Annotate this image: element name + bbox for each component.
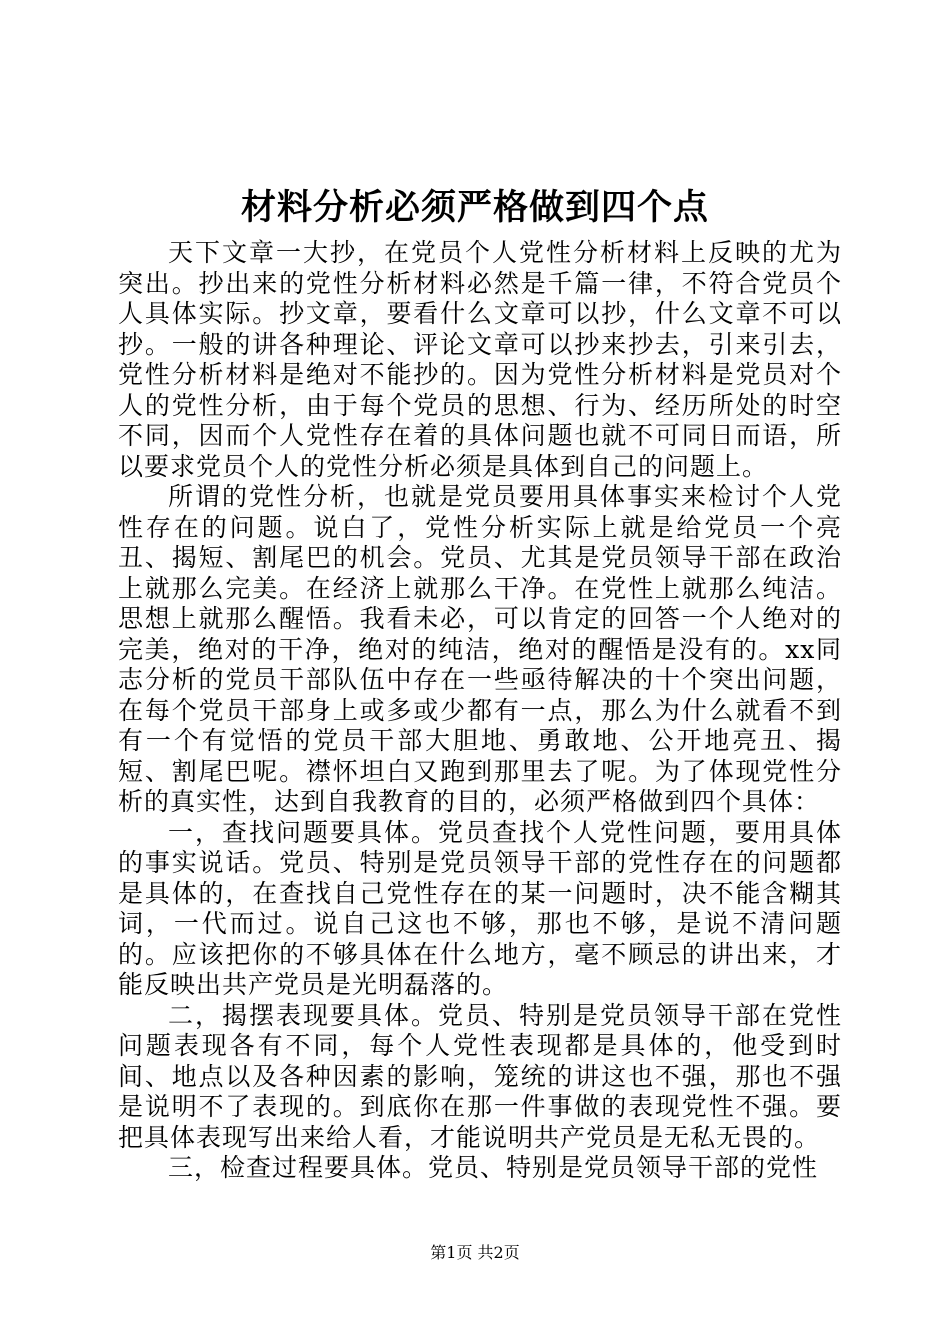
paragraph-1: 天下文章一大抄，在党员个人党性分析材料上反映的尤为突出。抄出来的党性分析材料必然是千篇一律，不符合党员个人具体实际。抄文章，要看什么文章可以抄，什么文章不可以抄。一般的讲各种理论、评论文章可以抄来抄去，引来引去，党性分析材料是绝对不能抄的。因为党性分析材料是党员对个人的党性分析，由于每个党员的思想、行为、经历所处的时空不同，因而个人党性存在着的具体问题也就不可同日而语，所以要求党员个人的党性分析必须是具体到自己的问题上。 [118,238,842,481]
paragraph-4: 二，揭摆表现要具体。党员、特别是党员领导干部在党性问题表现各有不同，每个人党性表现都是具体的，他受到时间、地点以及各种因素的影响，笼统的讲这也不强，那也不强是说明不了表现的。到底你在那一件事做的表现党性不强。要把具体表现写出来给人看，才能说明共产党员是无私无畏的。 [118,1000,842,1152]
paragraph-2: 所谓的党性分析，也就是党员要用具体事实来检讨个人党性存在的问题。说白了，党性分析实际上就是给党员一个亮丑、揭短、割尾巴的机会。党员、尤其是党员领导干部在政治上就那么完美。在经济上就那么干净。在党性上就那么纯洁。思想上就那么醒悟。我看未必，可以肯定的回答一个人绝对的完美，绝对的干净，绝对的纯洁，绝对的醒悟是没有的。xx同志分析的党员干部队伍中存在一些亟待解决的十个突出问题，在每个党员干部身上或多或少都有一点，那么为什么就看不到有一个有觉悟的党员干部大胆地、勇敢地、公开地亮丑、揭短、割尾巴呢。襟怀坦白又跑到那里去了呢。为了体现党性分析的真实性，达到自我教育的目的，必须严格做到四个具体： [118,482,842,816]
document-title: 材料分析必须严格做到四个点 [240,187,709,228]
paragraph-5: 三，检查过程要具体。党员、特别是党员领导干部的党性 [168,1153,819,1182]
document-body [118,238,842,1184]
page-footer: 第1页 共2页 [430,1243,520,1262]
paragraph-3: 一，查找问题要具体。党员查找个人党性问题，要用具体的事实说话。党员、特别是党员领导干部的党性存在的问题都是具体的，在查找自己党性存在的某一问题时，决不能含糊其词，一代而过。说自己这也不够，那也不够，是说不清问题的。应该把你的不够具体在什么地方，毫不顾忌的讲出来，才能反映出共产党员是光明磊落的。 [118,817,842,999]
